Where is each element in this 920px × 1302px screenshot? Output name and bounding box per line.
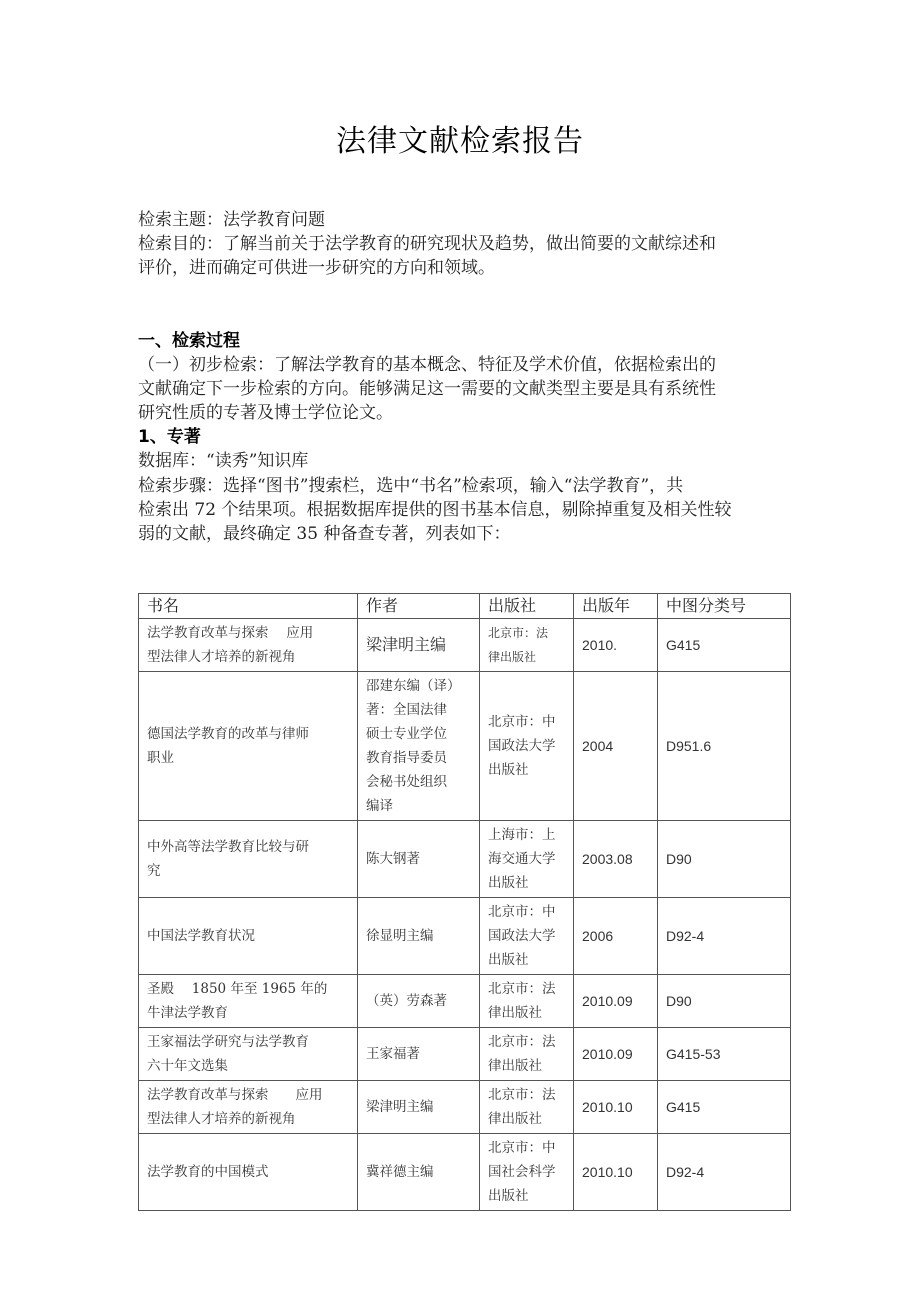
purpose-line-2: 评价，进而确定可供进一步研究的方向和领域。 (138, 258, 495, 278)
cell-title: 德国法学教育的改革与律师 职业 (139, 672, 358, 821)
table-row (139, 1134, 791, 1211)
cell-title: 中国法学教育状况 (139, 898, 358, 975)
cell-class: G415 (658, 1081, 791, 1134)
sub-heading: 1、专著 (138, 427, 201, 447)
header-author: 作者 (358, 594, 480, 619)
cell-publisher: 北京市：法 律出版社 (480, 1028, 574, 1081)
cell-year: 2010.09 (574, 975, 658, 1028)
header-publisher: 出版社 (480, 594, 574, 619)
cell-class: G415 (658, 619, 791, 672)
cell-author: 王家福著 (358, 1028, 480, 1081)
cell-year: 2010.10 (574, 1134, 658, 1211)
cell-year: 2004 (574, 672, 658, 821)
database-line: 数据库：“读秀”知识库 (138, 451, 309, 471)
table-row (139, 898, 791, 975)
cell-title: 法学教育改革与探索 应用 型法律人才培养的新视角 (139, 619, 358, 672)
header-title: 书名 (139, 594, 358, 619)
cell-title: 法学教育改革与探索 应用 型法律人才培养的新视角 (139, 1081, 358, 1134)
cell-publisher: 北京市：中 国社会科学 出版社 (480, 1134, 574, 1211)
cell-title: 中外高等法学教育比较与研 究 (139, 821, 358, 898)
cell-class: D92-4 (658, 1134, 791, 1211)
cell-publisher: 北京市：法 律出版社 (480, 1081, 574, 1134)
page-title: 法律文献检索报告 (336, 124, 584, 159)
table-row (139, 821, 791, 898)
purpose-line-1: 检索目的：了解当前关于法学教育的研究现状及趋势，做出简要的文献综述和 (138, 234, 716, 254)
cell-publisher: 上海市：上 海交通大学 出版社 (480, 821, 574, 898)
table-row (139, 1028, 791, 1081)
table-row (139, 975, 791, 1028)
cell-class: D92-4 (658, 898, 791, 975)
cell-title: 圣殿 1850 年至 1965 年的 牛津法学教育 (139, 975, 358, 1028)
cell-author: 陈大钢著 (358, 821, 480, 898)
cell-year: 2006 (574, 898, 658, 975)
cell-year: 2010.10 (574, 1081, 658, 1134)
cell-author: 徐显明主编 (358, 898, 480, 975)
table-row (139, 619, 791, 672)
cell-class: D951.6 (658, 672, 791, 821)
cell-author: 梁津明主编 (358, 1081, 480, 1134)
header-class: 中图分类号 (658, 594, 791, 619)
topic-line: 检索主题：法学教育问题 (138, 210, 325, 230)
cell-title: 法学教育的中国模式 (139, 1134, 358, 1211)
table-header-row (139, 594, 791, 619)
table-row (139, 672, 791, 821)
steps-line-1: 检索步骤：选择“图书”搜索栏，选中“书名”检索项，输入“法学教育”，共 (138, 476, 684, 496)
cell-title: 王家福法学研究与法学教育 六十年文选集 (139, 1028, 358, 1081)
section-heading: 一、检索过程 (138, 331, 240, 351)
preliminary-line-1: （一）初步检索：了解法学教育的基本概念、特征及学术价值，依据检索出的 (138, 355, 716, 375)
cell-year: 2010.09 (574, 1028, 658, 1081)
cell-author: （英）劳森著 (358, 975, 480, 1028)
cell-year: 2003.08 (574, 821, 658, 898)
cell-publisher: 北京市：法 律出版社 (480, 619, 574, 672)
cell-publisher: 北京市：中 国政法大学 出版社 (480, 898, 574, 975)
cell-class: G415-53 (658, 1028, 791, 1081)
preliminary-line-3: 研究性质的专著及博士学位论文。 (138, 403, 393, 423)
cell-year: 2010. (574, 619, 658, 672)
cell-publisher: 北京市：法 律出版社 (480, 975, 574, 1028)
cell-class: D90 (658, 975, 791, 1028)
cell-author: 梁津明主编 (358, 619, 480, 672)
preliminary-line-2: 文献确定下一步检索的方向。能够满足这一需要的文献类型主要是具有系统性 (138, 379, 716, 399)
steps-line-2: 检索出 72 个结果项。根据数据库提供的图书基本信息，剔除掉重复及相关性较 (138, 500, 732, 520)
cell-class: D90 (658, 821, 791, 898)
cell-author: 邵建东编（译） 著：全国法律 硕士专业学位 教育指导委员 会秘书处组织 编译 (358, 672, 480, 821)
header-year: 出版年 (574, 594, 658, 619)
table-row (139, 1081, 791, 1134)
books-table (138, 593, 791, 1211)
cell-publisher: 北京市：中 国政法大学 出版社 (480, 672, 574, 821)
cell-author: 冀祥德主编 (358, 1134, 480, 1211)
steps-line-3: 弱的文献，最终确定 35 种备查专著，列表如下： (138, 524, 511, 544)
